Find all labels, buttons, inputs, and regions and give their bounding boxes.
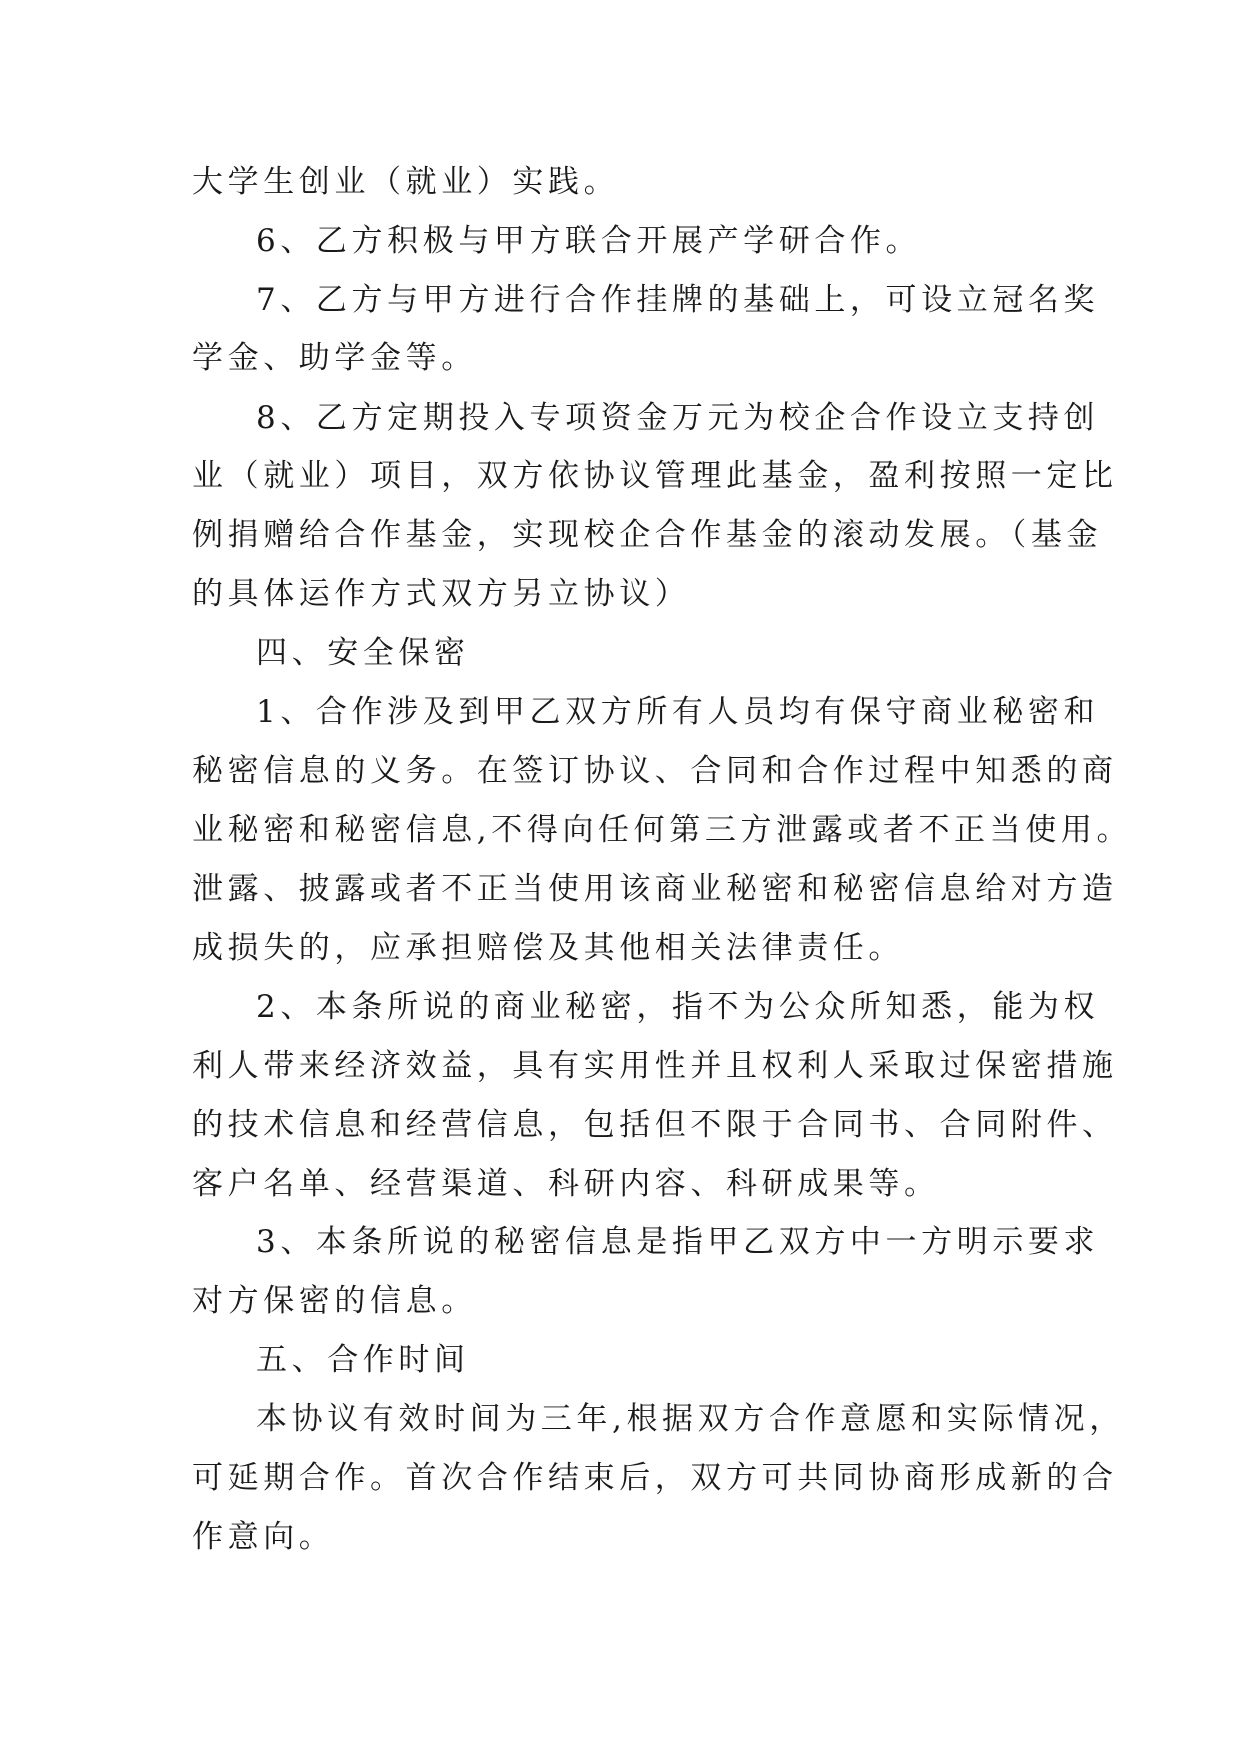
text-line: 6、乙方积极与甲方联合开展产学研合作。 (256, 223, 922, 259)
text-line: 的技术信息和经营信息，包括但不限于合同书、合同附件、 (192, 1107, 1118, 1143)
text-line: 秘密信息的义务。在签订协议、合同和合作过程中知悉的商 (192, 753, 1118, 789)
text-line: 例捐赠给合作基金，实现校企合作基金的滚动发展。（基金 (192, 517, 1103, 553)
text-line: 客户名单、经营渠道、科研内容、科研成果等。 (192, 1166, 940, 1202)
text-line: 大学生创业（就业）实践。 (192, 164, 620, 200)
text-line: 泄露、披露或者不正当使用该商业秘密和秘密信息给对方造 (192, 871, 1118, 907)
text-line: 业（就业）项目，双方依协议管理此基金，盈利按照一定比 (192, 458, 1118, 494)
text-line: 学金、助学金等。 (192, 340, 477, 376)
text-line: 7、乙方与甲方进行合作挂牌的基础上，可设立冠名奖 (256, 282, 1100, 318)
text-line: 利人带来经济效益，具有实用性并且权利人采取过保密措施 (192, 1048, 1118, 1084)
text-line: 8、乙方定期投入专项资金万元为校企合作设立支持创 (256, 400, 1100, 436)
text-line: 对方保密的信息。 (192, 1283, 477, 1319)
text-line: 作意向。 (192, 1519, 335, 1555)
text-line: 3、本条所说的秘密信息是指甲乙双方中一方明示要求 (256, 1224, 1100, 1260)
section-heading: 五、合作时间 (256, 1342, 470, 1378)
text-line: 业秘密和秘密信息,不得向任何第三方泄露或者不正当使用。 (192, 812, 1133, 848)
text-line: 的具体运作方式双方另立协议） (192, 576, 691, 612)
text-line: 成损失的，应承担赔偿及其他相关法律责任。 (192, 930, 904, 966)
text-line: 1、合作涉及到甲乙双方所有人员均有保守商业秘密和 (256, 694, 1100, 730)
text-line: 本协议有效时间为三年,根据双方合作意愿和实际情况， (256, 1401, 1125, 1437)
section-heading: 四、安全保密 (256, 635, 470, 671)
text-line: 2、本条所说的商业秘密，指不为公众所知悉，能为权 (256, 989, 1100, 1025)
text-line: 可延期合作。首次合作结束后，双方可共同协商形成新的合 (192, 1460, 1118, 1496)
